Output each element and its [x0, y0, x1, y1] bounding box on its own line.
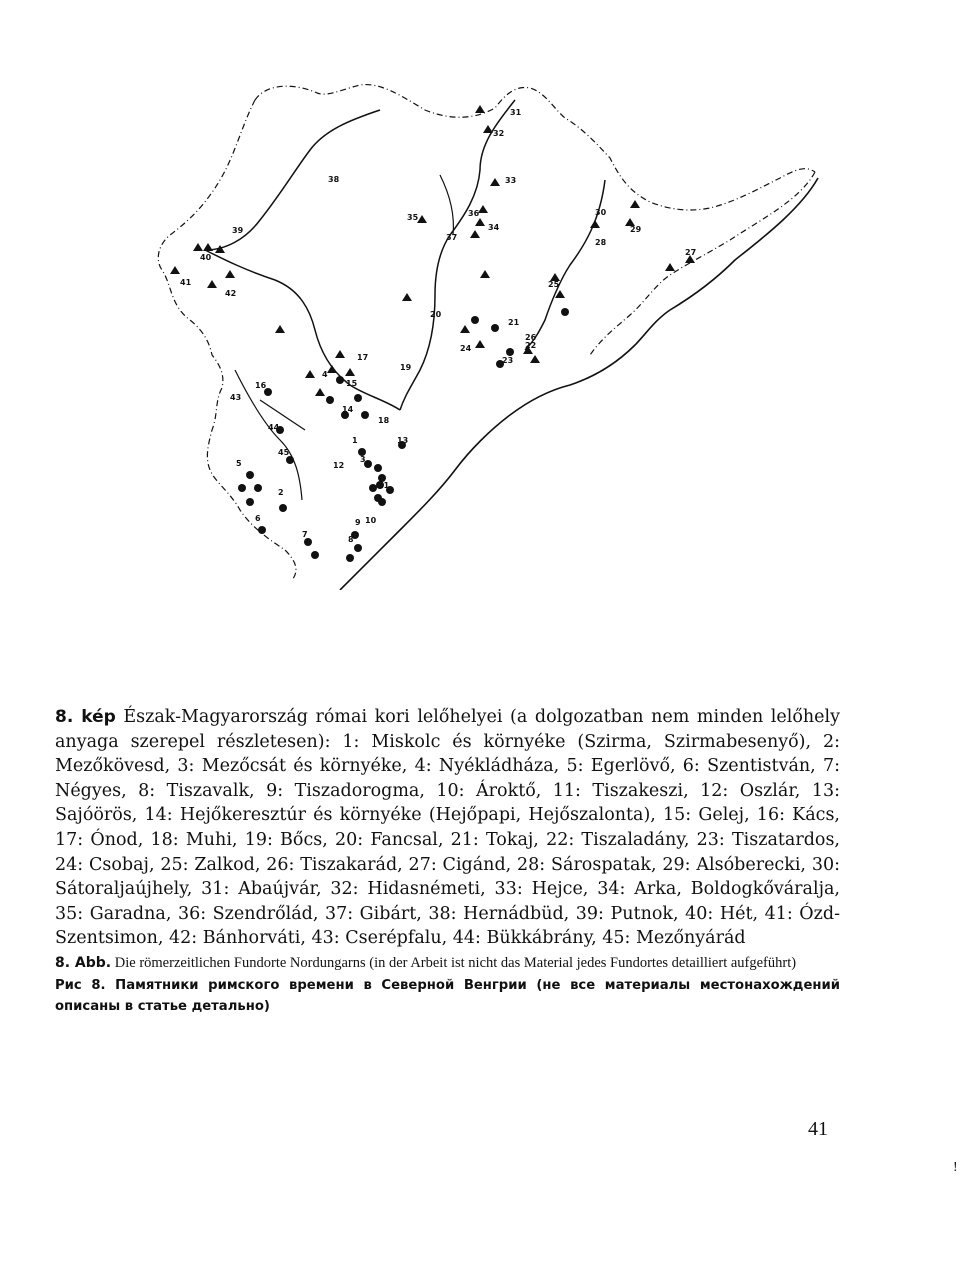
dot-marker	[378, 498, 386, 506]
dot-marker	[336, 376, 344, 384]
dot-marker	[369, 484, 377, 492]
page-number: 41	[808, 1118, 828, 1140]
dot-marker	[254, 484, 262, 492]
dot-marker	[311, 551, 319, 559]
triangle-marker	[490, 178, 500, 186]
site-label-27: 27	[685, 248, 697, 257]
site-label-11: 11	[378, 481, 390, 490]
site-label-21: 21	[508, 318, 520, 327]
river-bodrog	[525, 180, 605, 350]
triangle-marker	[478, 205, 488, 213]
site-label-41: 41	[180, 278, 192, 287]
site-label-18: 18	[378, 416, 390, 425]
site-label-7: 7	[302, 530, 308, 539]
site-label-36: 36	[468, 209, 480, 218]
triangle-marker	[305, 370, 315, 378]
site-label-24: 24	[460, 344, 472, 353]
site-label-10: 10	[365, 516, 377, 525]
site-label-37: 37	[446, 233, 458, 242]
site-label-23: 23	[502, 356, 514, 365]
dot-marker	[258, 526, 266, 534]
figure-label-hu: 8. kép	[55, 707, 116, 727]
site-label-19: 19	[400, 363, 412, 372]
triangle-marker	[475, 340, 485, 348]
site-label-14: 14	[342, 405, 354, 414]
site-label-9: 9	[355, 518, 361, 527]
dot-marker	[506, 348, 514, 356]
site-label-13: 13	[397, 436, 409, 445]
triangle-marker	[483, 125, 493, 133]
site-label-1: 1	[352, 436, 358, 445]
dot-marker	[326, 396, 334, 404]
site-label-42: 42	[225, 289, 237, 298]
dot-marker	[246, 471, 254, 479]
site-label-38: 38	[328, 175, 340, 184]
site-label-43: 43	[230, 393, 242, 402]
dot-marker	[246, 498, 254, 506]
site-label-3: 3	[360, 455, 366, 464]
caption-german	[55, 953, 840, 973]
dot-marker	[304, 538, 312, 546]
dot-marker	[238, 484, 246, 492]
site-label-40: 40	[200, 253, 212, 262]
site-label-26: 26	[525, 333, 537, 342]
map-border-east	[590, 172, 815, 355]
caption-hungarian	[55, 705, 840, 951]
triangle-marker	[207, 280, 217, 288]
site-label-30: 30	[595, 208, 607, 217]
site-label-34: 34	[488, 223, 500, 232]
site-label-2: 2	[278, 488, 284, 497]
figure-label-de: 8. Abb.	[55, 954, 112, 971]
triangle-markers	[170, 105, 695, 396]
margin-mark: !	[953, 1160, 958, 1175]
site-label-25: 25	[548, 280, 560, 289]
dot-marker	[374, 464, 382, 472]
site-label-8: 8	[348, 535, 354, 544]
site-label-28: 28	[595, 238, 607, 247]
dot-marker	[361, 411, 369, 419]
triangle-marker	[475, 218, 485, 226]
site-label-16: 16	[255, 381, 267, 390]
triangle-marker	[335, 350, 345, 358]
triangle-marker	[470, 230, 480, 238]
triangle-marker	[203, 243, 213, 251]
site-label-22: 22	[525, 341, 537, 350]
dot-marker	[286, 456, 294, 464]
triangle-marker	[630, 200, 640, 208]
dot-marker	[561, 308, 569, 316]
dot-marker	[279, 504, 287, 512]
triangle-marker	[345, 368, 355, 376]
caption-russian: Рис 8. Памятники римского времени в Северной Венгрии (не все материалы местонахождений описаны в статье детально)	[55, 977, 840, 1014]
dot-marker	[491, 324, 499, 332]
site-label-6: 6	[255, 514, 261, 523]
triangle-marker	[665, 263, 675, 271]
caption-hu-text: Észak-Magyarország római kori lelőhelyei (a dolgozatban nem minden lelőhely anyaga szerepel részletesen): 1: Miskolc és környéke (Szirma, Szirmabesenyő), 2: Mezőkövesd, 3: Mezőcsát és környéke, 4: Nyékládháza, 5: Egerlövő, 6: Szentistván, 7: Négyes, 8: Tiszavalk, 9: Tiszadorogma, 10: Ároktő, 11: Tiszakeszi, 12: Oszlár, 13: Sajóörös, 14: Hejőkeresztúr és környéke (Hejőpapi, Hejőszalonta), 15: Gelej, 16: Kács, 17: Ónod, 18: Muhi, 19: Bőcs, 20: Fancsal, 21: Tokaj, 22: Tiszaladány, 23: Tiszatardos, 24: Csobaj, 25: Zalkod, 26: Tiszakarád, 27: Cigánd, 28: Sárospatak, 29: Alsóberecki, 30: Sátoraljaújhely, 31: Abaújvár, 32: Hidasnémeti, 33: Hejce, 34: Arka, Boldogkőváralja, 35: Garadna, 36: Szendrőlád, 37: Gibárt, 38: Hernádbüd, 39: Putnok, 40: Hét, 41: Ózd-Szentsimon, 42: Bánhorváti, 43: Cserépfalu, 44: Bükkábrány, 45: Mezőnyárád	[55, 707, 840, 949]
river-bodva	[440, 175, 453, 235]
caption-de-text: Die römerzeitlichen Fundorte Nordungarns (in der Arbeit ist nicht das Material jedes Fundortes detailliert aufgeführt)	[111, 954, 797, 971]
figure-caption	[55, 705, 840, 1017]
river-tributary	[260, 400, 305, 430]
dot-markers	[238, 308, 569, 562]
dot-marker	[346, 554, 354, 562]
triangle-marker	[225, 270, 235, 278]
site-label-35: 35	[407, 213, 419, 222]
site-label-31: 31	[510, 108, 522, 117]
site-label-32: 32	[493, 129, 505, 138]
site-label-29: 29	[630, 225, 642, 234]
site-label-12: 12	[333, 461, 345, 470]
site-label-44: 44	[268, 423, 280, 432]
triangle-marker	[460, 325, 470, 333]
dot-marker	[354, 544, 362, 552]
triangle-marker	[475, 105, 485, 113]
triangle-marker	[417, 215, 427, 223]
site-label-5: 5	[236, 459, 242, 468]
map-border-west	[158, 100, 296, 580]
triangle-marker	[170, 266, 180, 274]
map-border	[255, 85, 815, 210]
site-label-17: 17	[357, 353, 369, 362]
triangle-marker	[480, 270, 490, 278]
triangle-marker	[327, 365, 337, 373]
site-map	[150, 70, 830, 590]
dot-marker	[354, 394, 362, 402]
triangle-marker	[315, 388, 325, 396]
triangle-marker	[590, 220, 600, 228]
site-label-45: 45	[278, 448, 290, 457]
triangle-marker	[275, 325, 285, 333]
site-label-39: 39	[232, 226, 244, 235]
triangle-marker	[402, 293, 412, 301]
site-label-15: 15	[346, 379, 358, 388]
site-label-20: 20	[430, 310, 442, 319]
triangle-marker	[530, 355, 540, 363]
site-label-33: 33	[505, 176, 517, 185]
site-labels	[180, 108, 696, 544]
triangle-marker	[193, 243, 203, 251]
river-sajo	[205, 110, 400, 410]
site-label-4: 4	[322, 370, 328, 379]
dot-marker	[471, 316, 479, 324]
